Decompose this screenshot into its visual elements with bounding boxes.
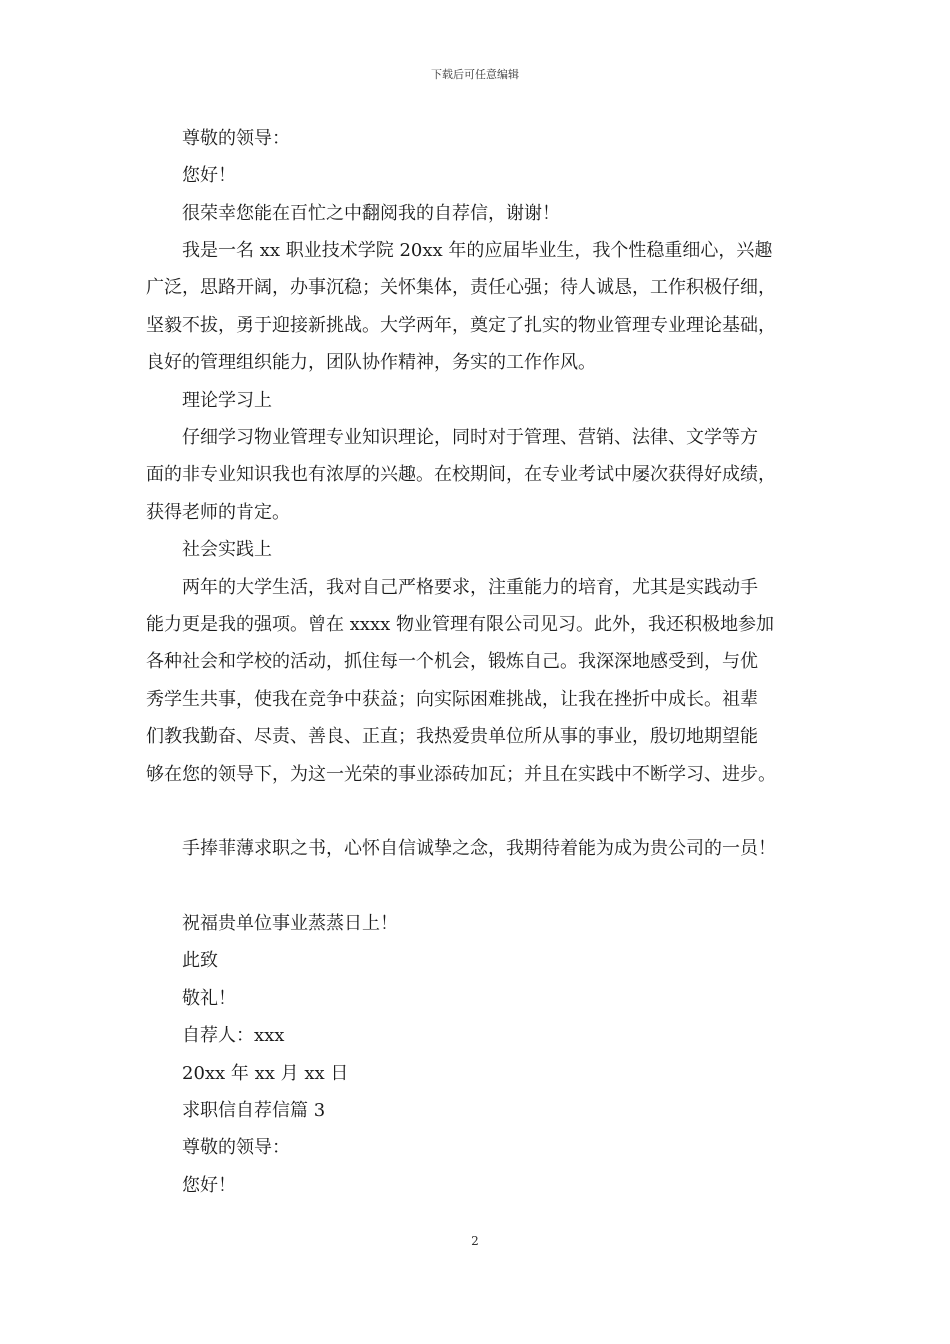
paragraph-line: 够在您的领导下，为这一光荣的事业添砖加瓦；并且在实践中不断学习、进步。 (146, 764, 776, 785)
paragraph-line: 坚毅不拔，勇于迎接新挑战。大学两年，奠定了扎实的物业管理专业理论基础， (146, 315, 776, 336)
paragraph-line: 广泛，思路开阔，办事沉稳；关怀集体，责任心强；待人诚恳，工作积极仔细， (146, 277, 776, 298)
paragraph-line: 良好的管理组织能力，团队协作精神，务实的工作作风。 (146, 352, 596, 373)
paragraph-line: 两年的大学生活，我对自己严格要求，注重能力的培育，尤其是实践动手 (182, 577, 758, 598)
paragraph-line: 我是一名 xx 职业技术学院 20xx 年的应届毕业生，我个性稳重细心，兴趣 (182, 240, 773, 261)
page-number: 2 (471, 1234, 479, 1248)
paragraph-line: 仔细学习物业管理专业知识理论，同时对于管理、营销、法律、文学等方 (182, 427, 758, 448)
paragraph-line: 面的非专业知识我也有浓厚的兴趣。在校期间，在专业考试中屡次获得好成绩， (146, 464, 776, 485)
section-heading: 理论学习上 (182, 390, 272, 411)
paragraph-line: 秀学生共事，使我在竞争中获益；向实际困难挑战，让我在挫折中成长。祖辈 (146, 689, 758, 710)
closing-paragraph: 手捧菲薄求职之书，心怀自信诚挚之念，我期待着能为成为贵公司的一员！ (182, 838, 776, 859)
paragraph-line: 各种社会和学校的活动，抓住每一个机会，锻炼自己。我深深地感受到，与优 (146, 651, 758, 672)
closing-ci-zhi: 此致 (182, 950, 218, 971)
blessing-line: 祝福贵单位事业蒸蒸日上！ (182, 913, 398, 934)
signature-line: 自荐人：xxx (182, 1025, 285, 1046)
section-heading: 社会实践上 (182, 539, 272, 560)
next-letter-title: 求职信自荐信篇 3 (182, 1100, 326, 1121)
page-header: 下载后可任意编辑 (431, 68, 519, 81)
greeting: 您好！ (182, 1175, 236, 1196)
paragraph-line: 能力更是我的强项。曾在 xxxx 物业管理有限公司见习。此外，我还积极地参加 (146, 614, 775, 635)
salutation: 尊敬的领导： (182, 1137, 290, 1158)
opening-line: 很荣幸您能在百忙之中翻阅我的自荐信，谢谢！ (182, 203, 560, 224)
closing-jing-li: 敬礼！ (182, 988, 236, 1009)
paragraph-line: 们教我勤奋、尽责、善良、正直；我热爱贵单位所从事的事业，殷切地期望能 (146, 726, 758, 747)
date-line: 20xx 年 xx 月 xx 日 (182, 1063, 349, 1084)
paragraph-line: 获得老师的肯定。 (146, 502, 290, 523)
salutation: 尊敬的领导： (182, 128, 290, 149)
greeting: 您好！ (182, 165, 236, 186)
